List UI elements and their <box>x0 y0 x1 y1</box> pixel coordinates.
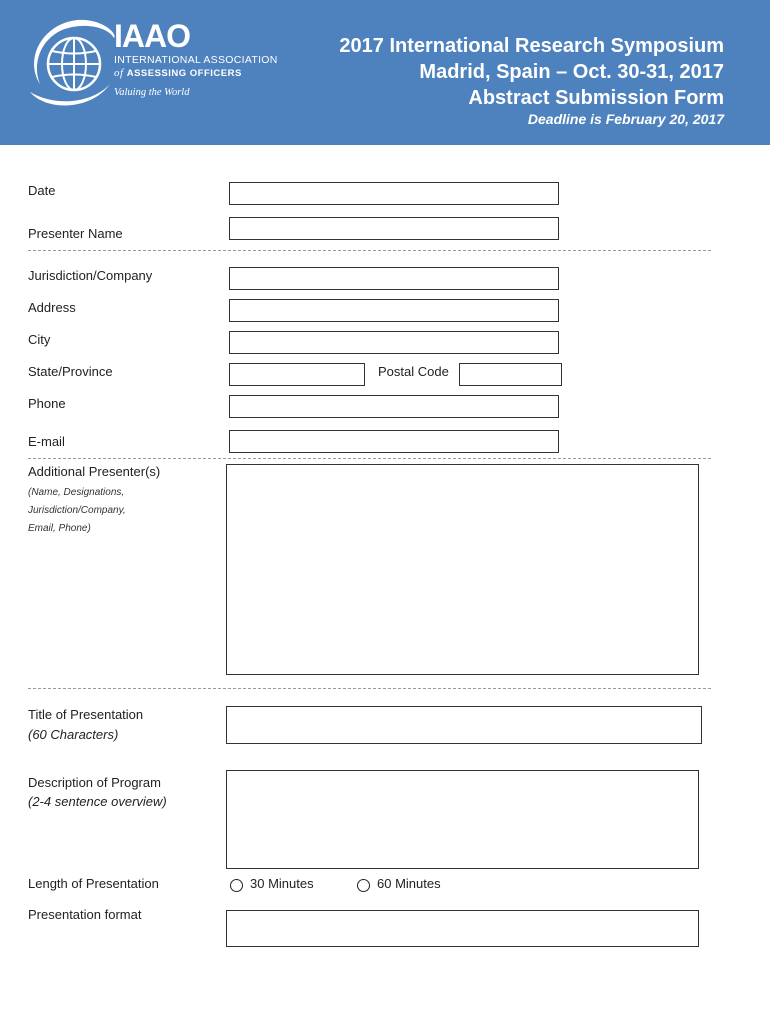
logo-org-line2 <box>114 67 242 79</box>
logo-tagline: Valuing the World <box>114 87 190 98</box>
radio-60-minutes[interactable] <box>357 879 370 892</box>
presenter-name-input[interactable] <box>229 217 559 240</box>
title-label: Title of Presentation <box>28 707 144 722</box>
header-banner <box>0 0 770 145</box>
phone-label: Phone <box>28 396 66 411</box>
description-textarea[interactable] <box>226 770 699 869</box>
date-label: Date <box>28 183 56 198</box>
length-label: Length of Presentation <box>28 876 159 891</box>
additional-presenters-textarea[interactable] <box>226 464 699 675</box>
note-line-2: Jurisdiction/Company, <box>28 505 126 516</box>
format-label: Presentation format <box>28 907 142 922</box>
note-line-1: (Name, Designations, <box>28 487 125 498</box>
state-input[interactable] <box>229 363 365 386</box>
radio-60-label: 60 Minutes <box>377 876 441 891</box>
additional-presenters-note <box>28 484 126 538</box>
state-label: State/Province <box>28 364 113 379</box>
city-label: City <box>28 332 51 347</box>
note-line-3: Email, Phone) <box>28 523 91 534</box>
email-label: E-mail <box>28 434 65 449</box>
logo-of: of <box>114 67 124 79</box>
jurisdiction-label: Jurisdiction/Company <box>28 268 153 283</box>
title-note: (60 Characters) <box>28 727 119 742</box>
description-label: Description of Program <box>28 775 161 790</box>
address-label: Address <box>28 300 76 315</box>
logo-org-line1: INTERNATIONAL ASSOCIATION <box>114 54 278 66</box>
radio-30-minutes[interactable] <box>230 879 243 892</box>
postal-code-label: Postal Code <box>378 364 449 379</box>
deadline-text: Deadline is February 20, 2017 <box>527 111 724 127</box>
title-line-2: Madrid, Spain – Oct. 30-31, 2017 <box>419 61 724 83</box>
page-title <box>339 33 724 111</box>
additional-presenters-label: Additional Presenter(s) <box>28 464 161 479</box>
presenter-name-label: Presenter Name <box>28 226 123 241</box>
section-divider <box>28 250 711 251</box>
title-line-3: Abstract Submission Form <box>468 87 724 109</box>
globe-logo-icon <box>22 14 122 112</box>
postal-code-input[interactable] <box>459 363 562 386</box>
title-line-1: 2017 International Research Symposium <box>339 35 724 57</box>
address-input[interactable] <box>229 299 559 322</box>
format-input[interactable] <box>226 910 699 947</box>
logo-org-name: ASSESSING OFFICERS <box>126 68 242 79</box>
email-input[interactable] <box>229 430 559 453</box>
city-input[interactable] <box>229 331 559 354</box>
jurisdiction-input[interactable] <box>229 267 559 290</box>
logo-wordmark: IAAO <box>114 18 190 54</box>
title-input[interactable] <box>226 706 702 744</box>
section-divider <box>28 458 711 459</box>
section-divider <box>28 688 711 689</box>
date-input[interactable] <box>229 182 559 205</box>
description-note: (2-4 sentence overview) <box>28 794 167 809</box>
radio-30-label: 30 Minutes <box>250 876 314 891</box>
phone-input[interactable] <box>229 395 559 418</box>
